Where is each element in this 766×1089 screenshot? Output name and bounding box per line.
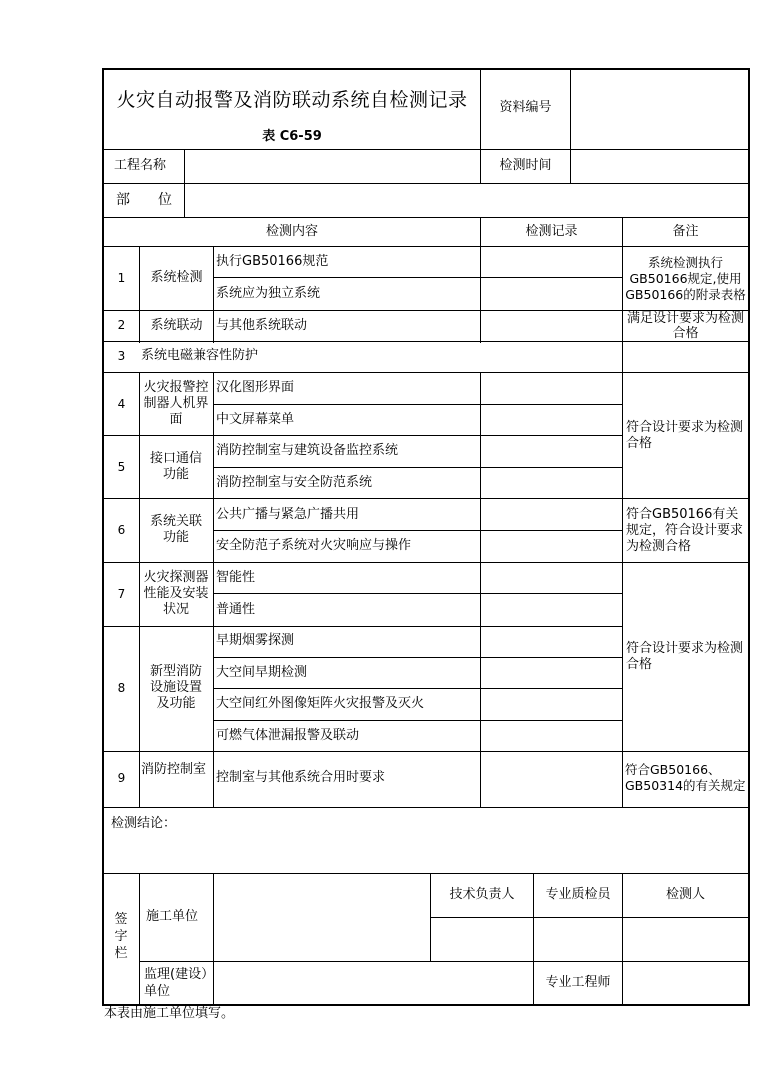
item-text: 安全防范子系统对火灾响应与操作 xyxy=(216,538,412,553)
group-no: 4 xyxy=(117,397,126,411)
group-no: 3 xyxy=(117,349,126,363)
doc-no-label: 资料编号 xyxy=(499,100,552,115)
project-name-label: 工程名称 xyxy=(114,158,167,173)
item-text: 大空间红外图像矩阵火灾报警及灭火 xyxy=(216,696,425,711)
remark-text: 符合GB50166有关规定，符合设计要求为检测合格 xyxy=(626,507,744,554)
group-no: 1 xyxy=(117,271,126,285)
remark-text: 系统检测执行GB50166规定,使用GB50166的附录表格 xyxy=(625,255,746,302)
item-text: 早期烟雾探测 xyxy=(216,633,295,648)
group-no: 8 xyxy=(117,681,126,695)
group-name: 系统检测 xyxy=(150,270,203,285)
item-text: 控制室与其他系统合用时要求 xyxy=(216,770,386,785)
group-name: 系统关联功能 xyxy=(149,514,202,545)
group-no: 2 xyxy=(117,318,126,332)
check-time-label: 检测时间 xyxy=(499,158,552,173)
tech-lead-label: 技术负责人 xyxy=(449,887,515,902)
item-text: 汉化图形界面 xyxy=(216,380,295,395)
item-text: 与其他系统联动 xyxy=(216,318,308,333)
item-text: 消防控制室与安全防范系统 xyxy=(216,475,373,490)
group-name: 系统联动 xyxy=(150,318,203,333)
conclusion-label: 检测结论： xyxy=(111,816,177,831)
column-record: 检测记录 xyxy=(525,224,578,239)
location-label: 部 位 xyxy=(116,192,172,208)
group-no: 9 xyxy=(117,771,126,785)
remark-text: 符合设计要求为检测合格 xyxy=(626,420,744,451)
supervision-unit-label: 监理(建设）单位 xyxy=(144,967,208,999)
group-name: 火灾探测器性能及安装状况 xyxy=(143,570,209,617)
inspector-label: 检测人 xyxy=(665,887,705,902)
item-text: 系统应为独立系统 xyxy=(216,286,321,301)
item-text: 普通性 xyxy=(216,602,256,617)
construction-unit-label: 施工单位 xyxy=(146,909,199,924)
engineer-label: 专业工程师 xyxy=(545,975,611,990)
item-text: 大空间早期检测 xyxy=(216,665,308,680)
item-text: 中文屏幕菜单 xyxy=(216,412,295,427)
item-text: 智能性 xyxy=(216,570,256,585)
group-no: 7 xyxy=(117,587,126,601)
item-text: 公共广播与紧急广播共用 xyxy=(216,507,360,522)
form-code: 表 C6-59 xyxy=(262,129,322,144)
group-name: 接口通信功能 xyxy=(149,451,202,482)
item-text: 执行GB50166规范 xyxy=(216,254,329,269)
group-no: 6 xyxy=(117,523,126,537)
item-text: 可燃气体泄漏报警及联动 xyxy=(216,728,360,743)
group-no: 5 xyxy=(117,460,126,474)
group-name: 新型消防设施设置及功能 xyxy=(149,664,202,711)
quality-inspector-label: 专业质检员 xyxy=(545,887,611,902)
group-name: 火灾报警控制器人机界面 xyxy=(143,380,209,427)
remark-text: 符合设计要求为检测合格 xyxy=(626,641,744,672)
column-remark: 备注 xyxy=(672,224,699,239)
signature-section-label: 签字栏 xyxy=(114,912,128,961)
remark-text: 符合GB50166、GB50314的有关规定 xyxy=(625,762,746,793)
column-content: 检测内容 xyxy=(265,224,318,239)
footnote: 本表由施工单位填写。 xyxy=(104,1006,235,1021)
item-text: 消防控制室与建筑设备监控系统 xyxy=(216,443,399,458)
remark-text: 满足设计要求为检测合格 xyxy=(626,311,744,341)
form-title: 火灾自动报警及消防联动系统自检测记录 xyxy=(116,89,468,111)
group-name: 系统电磁兼容性防护 xyxy=(141,348,259,363)
group-name: 消防控制室 xyxy=(141,762,207,777)
